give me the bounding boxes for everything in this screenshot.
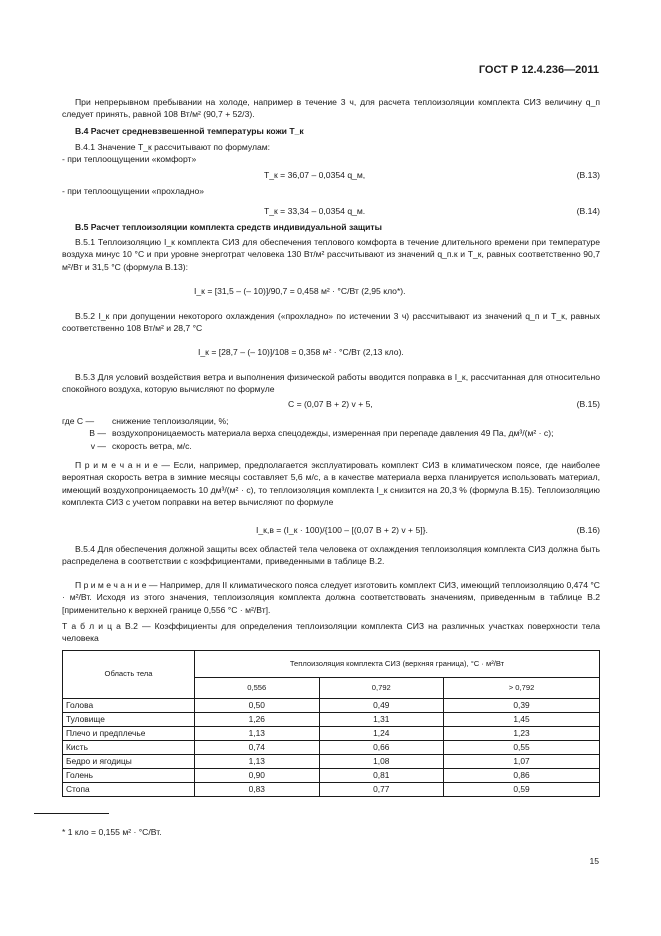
value-cell: 0,59 [444,783,600,797]
value-cell: 1,31 [319,713,444,727]
coefficients-table [62,650,600,797]
page-number: 15 [589,856,599,866]
value-cell: 0,83 [195,783,320,797]
body-area-cell: Плечо и предплечье [63,727,195,741]
paragraph-b51: В.5.1 Теплоизоляцию I_к комплекта СИЗ для обеспечения теплового комфорта в течение длительного времени при температуре воздуха минус 10 °С и при уровне энерготрат человека 130 Вт/м² рассчитывают из значений q_п.к и T_к, равных соответственно 90,7 м²/Вт и 31,5 °С (формула В.13): [62,237,600,272]
value-cell: 0,50 [195,699,320,713]
formula-b14-number: (В.14) [576,206,600,216]
value-cell: 1,07 [444,755,600,769]
value-cell: 0,74 [195,741,320,755]
value-cell: 0,86 [444,769,600,783]
formula-ik1-text: I_к = [31,5 – (– 10)]/90,7 = 0,458 м² · °С/Вт (2,95 кло*). [194,286,406,296]
value-cell: 0,55 [444,741,600,755]
definition-text: скорость ветра, м/с. [112,440,192,451]
value-cell: 0,77 [319,783,444,797]
value-cell: 1,26 [195,713,320,727]
standard-header: ГОСТ Р 12.4.236—2011 [478,64,599,76]
value-cell: 0,66 [319,741,444,755]
comfort-label: - при теплоощущении «комфорт» [62,154,197,164]
note-climate-zone: П р и м е ч а н и е — Например, для II климатического пояса следует изготовить комплект СИЗ, имеющий теплоизоляцию 0,474 °С · м²/Вт. Исходя из этого значения, теплоизоляция комплекта должна соответствовать значениям, приведенным в таблице В.2 [применительно к верхней границе 0,556 °С · м²/Вт]. [62,580,601,615]
definition-term: где C — [62,416,95,426]
body-area-cell: Голова [63,699,195,713]
definition-text: снижение теплоизоляции, %; [112,416,229,426]
paragraph-b53: В.5.3 Для условий воздействия ветра и выполнения физической работы вводится поправка в I_к, рассчитанная для относительно спокойного воздуха, которую вычисляют по формуле [62,372,600,395]
value-cell: 0,90 [195,769,320,783]
header-insulation-group: Теплоизоляция комплекта СИЗ (верхняя граница), °С · м²/Вт [195,651,600,678]
body-area-cell: Туловище [63,713,195,727]
table-row [63,699,600,713]
definition-term: В — [89,428,106,439]
formula-b16-number: (В.16) [576,525,600,535]
definition-v [62,440,600,452]
header-0792: 0,792 [319,678,444,699]
value-cell: 0,49 [319,699,444,713]
formula-b15-number: (В.15) [576,399,600,409]
body-area-cell: Голень [63,769,195,783]
value-cell: 1,45 [444,713,600,727]
header-0556: 0,556 [195,678,320,699]
formula-b14-text: T_к = 33,34 – 0,0354 q_м. [264,206,366,216]
table-caption: Т а б л и ц а В.2 — Коэффициенты для определения теплоизоляции комплекта СИЗ на различных участках поверхности тела человека [62,621,600,644]
value-cell: 0,39 [444,699,600,713]
value-cell: 1,24 [319,727,444,741]
definition-term: v — [90,440,106,451]
section-b5-heading: В.5 Расчет теплоизоляции комплекта средств индивидуальной защиты [75,222,382,232]
definition-c [62,415,600,427]
note-wind: П р и м е ч а н и е — Если, например, предполагается эксплуатировать комплект СИЗ в климатическом поясе, где наиболее вероятная скорость ветра в зимние месяцы составляет 5,6 м/с, а в качестве материала верха планируется использовать материал, имеющий воздухопроницаемость 10 дм³/(м² · с), то теплоизоляция комплекта I_к снизится на 20,3 % (формула В.15). Теплоизоляцию комплекта СИЗ с учетом поправки на ветер вычисляют по формуле [62,460,600,508]
footnote-divider [34,813,109,814]
paragraph-b41: В.4.1 Значение T_к рассчитывают по формулам: [75,142,271,152]
footnote: * 1 кло = 0,155 м² · °С/Вт. [62,827,162,837]
variable-definitions [62,415,600,452]
value-cell: 1,08 [319,755,444,769]
paragraph-b54: В.5.4 Для обеспечения должной защиты всех областей тела человека от охлаждения теплоизоляция комплекта СИЗ должна быть распределена в соответствии с коэффициентами, приведенными в таблице В.2. [62,544,600,567]
header-gt-0792: > 0,792 [444,678,600,699]
formula-b16-text: I_к,в = (I_к · 100)/{100 – [(0,07 В + 2) v + 5]}. [256,525,428,535]
paragraph-continuous-cold: При непрерывном пребывании на холоде, например в течение 3 ч, для расчета теплоизоляции комплекта СИЗ величину q_п следует принять, равной 108 Вт/м² (90,7 + 52/3). [62,97,600,120]
body-area-cell: Кисть [63,741,195,755]
value-cell: 1,13 [195,755,320,769]
formula-b13-number: (В.13) [576,170,600,180]
formula-b15-text: C = (0,07 В + 2) v + 5, [288,399,373,409]
cool-label: - при теплоощущении «прохладно» [62,186,205,196]
header-body-area: Область тела [63,651,195,699]
table-row [63,769,600,783]
value-cell: 1,23 [444,727,600,741]
formula-b13-text: T_к = 36,07 – 0,0354 q_м, [264,170,366,180]
table-row [63,755,600,769]
table-row [63,741,600,755]
value-cell: 0,81 [319,769,444,783]
table-row [63,713,600,727]
definition-b [62,427,600,439]
table-row [63,783,600,797]
formula-ik2-text: I_к = [28,7 – (– 10)]/108 = 0,358 м² · °С/Вт (2,13 кло). [198,347,404,357]
table-row [63,727,600,741]
definition-text: воздухопроницаемость материала верха спецодежды, измеренная при перепаде давления 49 Па, дм³/(м² · с); [112,428,554,439]
value-cell: 1,13 [195,727,320,741]
paragraph-b52: В.5.2 I_к при допущении некоторого охлаждения («прохладно» по истечении 3 ч) рассчитывают из значений q_п и T_к, равных соответственно 108 Вт/м² и 28,7 °С [62,311,600,334]
body-area-cell: Бедро и ягодицы [63,755,195,769]
body-area-cell: Стопа [63,783,195,797]
section-b4-heading: В.4 Расчет средневзвешенной температуры кожи T_к [75,126,304,136]
